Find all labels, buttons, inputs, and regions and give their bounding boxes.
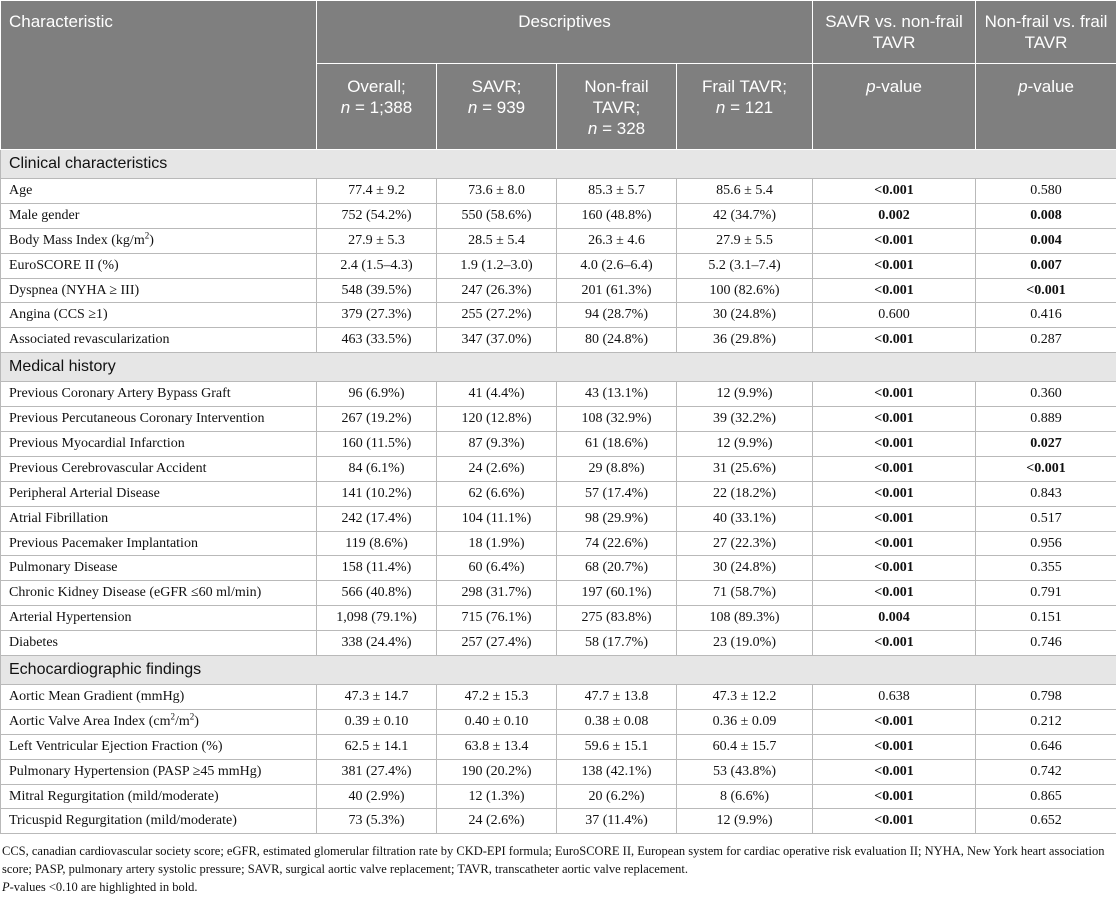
row-label-label: Associated revascularization [9, 332, 170, 348]
cell-nonfrail: 47.7 ± 13.8 [557, 685, 677, 710]
row-label-label: Previous Cerebrovascular Accident [9, 460, 207, 476]
row-label [1, 432, 317, 457]
row-label-label: Aortic Valve Area Index (cm [9, 713, 171, 729]
cell-frail: 53 (43.8%) [677, 759, 813, 784]
cell-overall: 96 (6.9%) [317, 382, 437, 407]
header-nonfrail [557, 64, 677, 150]
header-savr [437, 64, 557, 150]
row-label-label: Previous Percutaneous Coronary Intervention [9, 411, 265, 427]
cell-p2: 0.791 [976, 581, 1116, 606]
header-frail-label: Frail TAVR; [702, 77, 788, 96]
row-label [1, 556, 317, 581]
cell-frail: 8 (6.6%) [677, 784, 813, 809]
header-pvalue-2-rest: -value [1027, 77, 1074, 96]
cell-p1: <0.001 [813, 581, 976, 606]
cell-p2: 0.287 [976, 328, 1116, 353]
row-label-label: Peripheral Arterial Disease [9, 485, 160, 501]
table-row [1, 328, 1116, 353]
cell-p1: <0.001 [813, 734, 976, 759]
row-label-sup2: 2 [189, 711, 195, 722]
footnote-abbreviations: CCS, canadian cardiovascular society score; eGFR, estimated glomerular filtration rate by CKD-EPI formula; EuroSCORE II, European system for cardiac operative risk evaluation II; NYHA, New York heart association score; PASP, pulmonary artery systolic pressure; SAVR, surgical aortic valve replacement; TAVR, transcatheter aortic valve replacement. [2, 844, 1105, 877]
cell-overall: 47.3 ± 14.7 [317, 685, 437, 710]
cell-nonfrail: 59.6 ± 15.1 [557, 734, 677, 759]
cell-p2: 0.865 [976, 784, 1116, 809]
header-overall-value: = 1;388 [350, 98, 413, 117]
row-label-label: Pulmonary Hypertension (PASP ≥45 mmHg) [9, 763, 262, 779]
header-pvalue-2 [976, 64, 1116, 150]
row-label-sup: 2 [144, 230, 150, 241]
section-title: Echocardiographic findings [1, 656, 1116, 685]
row-label-label: Age [9, 182, 33, 198]
table-row [1, 581, 1116, 606]
cell-frail: 30 (24.8%) [677, 556, 813, 581]
row-label [1, 759, 317, 784]
cell-nonfrail: 57 (17.4%) [557, 481, 677, 506]
footnote-pvalues-rest: -values <0.10 are highlighted in bold. [9, 880, 198, 895]
cell-overall: 160 (11.5%) [317, 432, 437, 457]
cell-nonfrail: 58 (17.7%) [557, 631, 677, 656]
row-label [1, 228, 317, 253]
cell-savr: 0.40 ± 0.10 [437, 709, 557, 734]
cell-nonfrail: 29 (8.8%) [557, 456, 677, 481]
row-label [1, 456, 317, 481]
table-row [1, 734, 1116, 759]
cell-frail: 40 (33.1%) [677, 506, 813, 531]
cell-p1: 0.004 [813, 606, 976, 631]
row-label [1, 734, 317, 759]
cell-p1: 0.638 [813, 685, 976, 710]
header-savr-value: = 939 [477, 98, 526, 117]
cell-p2: 0.746 [976, 631, 1116, 656]
header-overall [317, 64, 437, 150]
cell-overall: 40 (2.9%) [317, 784, 437, 809]
row-label-label-tail: ) [149, 232, 154, 248]
cell-nonfrail: 80 (24.8%) [557, 328, 677, 353]
cell-p1: <0.001 [813, 456, 976, 481]
cell-savr: 73.6 ± 8.0 [437, 179, 557, 204]
row-label-label: Left Ventricular Ejection Fraction (%) [9, 738, 223, 754]
cell-p2: 0.646 [976, 734, 1116, 759]
cell-overall: 27.9 ± 5.3 [317, 228, 437, 253]
row-label-label: Aortic Mean Gradient (mmHg) [9, 688, 185, 704]
cell-frail: 85.6 ± 5.4 [677, 179, 813, 204]
cell-p2: 0.843 [976, 481, 1116, 506]
row-label-label: Male gender [9, 207, 80, 223]
header-overall-n: n [340, 98, 351, 117]
table-row [1, 179, 1116, 204]
cell-savr: 18 (1.9%) [437, 531, 557, 556]
cell-nonfrail: 26.3 ± 4.6 [557, 228, 677, 253]
cell-overall: 1,098 (79.1%) [317, 606, 437, 631]
cell-frail: 30 (24.8%) [677, 303, 813, 328]
cell-overall: 84 (6.1%) [317, 456, 437, 481]
cell-overall: 242 (17.4%) [317, 506, 437, 531]
row-label-label: Tricuspid Regurgitation (mild/moderate) [9, 813, 237, 829]
cell-p2: 0.889 [976, 407, 1116, 432]
cell-frail: 31 (25.6%) [677, 456, 813, 481]
cell-p2: 0.416 [976, 303, 1116, 328]
cell-p2: 0.652 [976, 809, 1116, 834]
header-savr-label: SAVR; [471, 77, 522, 96]
table-row [1, 407, 1116, 432]
cell-nonfrail: 94 (28.7%) [557, 303, 677, 328]
header-nonfrail-value: = 328 [597, 119, 646, 138]
cell-frail: 47.3 ± 12.2 [677, 685, 813, 710]
header-overall-label: Overall; [347, 77, 406, 96]
row-label [1, 328, 317, 353]
cell-savr: 255 (27.2%) [437, 303, 557, 328]
cell-frail: 27.9 ± 5.5 [677, 228, 813, 253]
cell-nonfrail: 68 (20.7%) [557, 556, 677, 581]
cell-p1: 0.002 [813, 203, 976, 228]
cell-savr: 87 (9.3%) [437, 432, 557, 457]
cell-overall: 379 (27.3%) [317, 303, 437, 328]
cell-savr: 41 (4.4%) [437, 382, 557, 407]
cell-savr: 298 (31.7%) [437, 581, 557, 606]
cell-p1: <0.001 [813, 407, 976, 432]
header-frail [677, 64, 813, 150]
cell-nonfrail: 20 (6.2%) [557, 784, 677, 809]
header-frail-n: n [715, 98, 726, 117]
section-row [1, 353, 1116, 382]
row-label [1, 809, 317, 834]
cell-nonfrail: 201 (61.3%) [557, 278, 677, 303]
row-label-label: Chronic Kidney Disease (eGFR ≤60 ml/min) [9, 585, 262, 601]
row-label [1, 382, 317, 407]
cell-nonfrail: 98 (29.9%) [557, 506, 677, 531]
header-pvalue-1 [813, 64, 976, 150]
cell-nonfrail: 138 (42.1%) [557, 759, 677, 784]
cell-overall: 2.4 (1.5–4.3) [317, 253, 437, 278]
cell-p1: 0.600 [813, 303, 976, 328]
header-pvalue-1-p: p [866, 77, 876, 96]
cell-p1: <0.001 [813, 228, 976, 253]
row-label [1, 303, 317, 328]
cell-frail: 71 (58.7%) [677, 581, 813, 606]
cell-overall: 338 (24.4%) [317, 631, 437, 656]
header-pvalue-1-rest: -value [875, 77, 922, 96]
cell-overall: 267 (19.2%) [317, 407, 437, 432]
table-row [1, 631, 1116, 656]
row-label [1, 784, 317, 809]
table-row [1, 759, 1116, 784]
row-label-label: Body Mass Index (kg/m [9, 232, 145, 248]
header-pvalue-2-p: p [1018, 77, 1028, 96]
cell-p2: 0.956 [976, 531, 1116, 556]
cell-overall: 73 (5.3%) [317, 809, 437, 834]
section-title: Medical history [1, 353, 1116, 382]
cell-p2: 0.212 [976, 709, 1116, 734]
header-characteristic: Characteristic [1, 1, 317, 150]
cell-nonfrail: 4.0 (2.6–6.4) [557, 253, 677, 278]
row-label-label: Diabetes [9, 635, 58, 651]
cell-p2: 0.798 [976, 685, 1116, 710]
header-savr-vs-nonfrail: SAVR vs. non-frail TAVR [813, 1, 976, 64]
cell-savr: 24 (2.6%) [437, 456, 557, 481]
header-nonfrail-label-2: TAVR; [592, 98, 641, 117]
cell-overall: 463 (33.5%) [317, 328, 437, 353]
cell-nonfrail: 197 (60.1%) [557, 581, 677, 606]
cell-frail: 27 (22.3%) [677, 531, 813, 556]
row-label [1, 531, 317, 556]
cell-p2: 0.742 [976, 759, 1116, 784]
cell-frail: 108 (89.3%) [677, 606, 813, 631]
cell-p2: 0.360 [976, 382, 1116, 407]
section-row [1, 150, 1116, 179]
cell-overall: 0.39 ± 0.10 [317, 709, 437, 734]
table-row [1, 228, 1116, 253]
table-row [1, 382, 1116, 407]
table-row [1, 253, 1116, 278]
cell-p1: <0.001 [813, 432, 976, 457]
table-row [1, 685, 1116, 710]
cell-savr: 63.8 ± 13.4 [437, 734, 557, 759]
row-label [1, 685, 317, 710]
cell-savr: 62 (6.6%) [437, 481, 557, 506]
cell-p1: <0.001 [813, 556, 976, 581]
cell-overall: 158 (11.4%) [317, 556, 437, 581]
row-label-label: Arterial Hypertension [9, 610, 132, 626]
cell-p1: <0.001 [813, 809, 976, 834]
cell-nonfrail: 275 (83.8%) [557, 606, 677, 631]
cell-overall: 141 (10.2%) [317, 481, 437, 506]
cell-p2: 0.151 [976, 606, 1116, 631]
header-nonfrail-label-1: Non-frail [584, 77, 649, 96]
cell-overall: 381 (27.4%) [317, 759, 437, 784]
table-row [1, 456, 1116, 481]
cell-p2: 0.580 [976, 179, 1116, 204]
row-label [1, 606, 317, 631]
row-label-label: Pulmonary Disease [9, 560, 118, 576]
row-label [1, 481, 317, 506]
cell-frail: 39 (32.2%) [677, 407, 813, 432]
cell-p2: <0.001 [976, 278, 1116, 303]
section-title: Clinical characteristics [1, 150, 1116, 179]
cell-savr: 257 (27.4%) [437, 631, 557, 656]
row-label [1, 203, 317, 228]
cell-overall: 62.5 ± 14.1 [317, 734, 437, 759]
row-label [1, 631, 317, 656]
cell-p2: 0.008 [976, 203, 1116, 228]
row-label [1, 581, 317, 606]
cell-nonfrail: 43 (13.1%) [557, 382, 677, 407]
footnote-pvalues [2, 878, 1110, 896]
table-row [1, 278, 1116, 303]
cell-overall: 566 (40.8%) [317, 581, 437, 606]
cell-overall: 548 (39.5%) [317, 278, 437, 303]
row-label-label: Previous Pacemaker Implantation [9, 535, 198, 551]
cell-p1: <0.001 [813, 328, 976, 353]
cell-frail: 12 (9.9%) [677, 809, 813, 834]
row-label-label: Previous Myocardial Infarction [9, 435, 185, 451]
cell-p1: <0.001 [813, 253, 976, 278]
cell-frail: 100 (82.6%) [677, 278, 813, 303]
header-nonfrail-n: n [587, 119, 598, 138]
table-row [1, 809, 1116, 834]
cell-frail: 60.4 ± 15.7 [677, 734, 813, 759]
header-frail-value: = 121 [725, 98, 774, 117]
table-row [1, 481, 1116, 506]
cell-savr: 60 (6.4%) [437, 556, 557, 581]
cell-savr: 104 (11.1%) [437, 506, 557, 531]
cell-nonfrail: 61 (18.6%) [557, 432, 677, 457]
cell-nonfrail: 74 (22.6%) [557, 531, 677, 556]
cell-p1: <0.001 [813, 709, 976, 734]
row-label-label: Mitral Regurgitation (mild/moderate) [9, 788, 219, 804]
row-label [1, 253, 317, 278]
cell-frail: 0.36 ± 0.09 [677, 709, 813, 734]
row-label-sup: 2 [170, 711, 175, 722]
table-row [1, 203, 1116, 228]
cell-savr: 1.9 (1.2–3.0) [437, 253, 557, 278]
cell-frail: 42 (34.7%) [677, 203, 813, 228]
cell-savr: 120 (12.8%) [437, 407, 557, 432]
cell-savr: 47.2 ± 15.3 [437, 685, 557, 710]
header-descriptives: Descriptives [317, 1, 813, 64]
cell-savr: 24 (2.6%) [437, 809, 557, 834]
table-row [1, 606, 1116, 631]
table-row [1, 556, 1116, 581]
cell-p1: <0.001 [813, 481, 976, 506]
row-label [1, 709, 317, 734]
cell-overall: 77.4 ± 9.2 [317, 179, 437, 204]
cell-savr: 190 (20.2%) [437, 759, 557, 784]
row-label-label-tail: ) [194, 713, 199, 729]
table-row [1, 531, 1116, 556]
section-row [1, 656, 1116, 685]
row-label [1, 179, 317, 204]
table-row [1, 506, 1116, 531]
table-row [1, 303, 1116, 328]
cell-p1: <0.001 [813, 278, 976, 303]
cell-p1: <0.001 [813, 506, 976, 531]
cell-savr: 347 (37.0%) [437, 328, 557, 353]
cell-p1: <0.001 [813, 382, 976, 407]
cell-p2: 0.007 [976, 253, 1116, 278]
cell-p2: 0.004 [976, 228, 1116, 253]
cell-frail: 12 (9.9%) [677, 432, 813, 457]
header-savr-n: n [467, 98, 478, 117]
cell-overall: 752 (54.2%) [317, 203, 437, 228]
row-label-label: Previous Coronary Artery Bypass Graft [9, 386, 231, 402]
row-label [1, 506, 317, 531]
cell-p1: <0.001 [813, 179, 976, 204]
cell-savr: 715 (76.1%) [437, 606, 557, 631]
cell-frail: 22 (18.2%) [677, 481, 813, 506]
cell-p2: <0.001 [976, 456, 1116, 481]
cell-p2: 0.355 [976, 556, 1116, 581]
header-nonfrail-vs-frail: Non-frail vs. frail TAVR [976, 1, 1116, 64]
table-row [1, 432, 1116, 457]
cell-p1: <0.001 [813, 759, 976, 784]
row-label [1, 407, 317, 432]
cell-p1: <0.001 [813, 531, 976, 556]
row-label-label: Atrial Fibrillation [9, 510, 109, 526]
table-body [1, 150, 1116, 834]
cell-savr: 28.5 ± 5.4 [437, 228, 557, 253]
row-label-label: Dyspnea (NYHA ≥ III) [9, 282, 140, 298]
table-row [1, 709, 1116, 734]
cell-p2: 0.027 [976, 432, 1116, 457]
cell-nonfrail: 37 (11.4%) [557, 809, 677, 834]
cell-nonfrail: 0.38 ± 0.08 [557, 709, 677, 734]
cell-p1: <0.001 [813, 631, 976, 656]
cell-nonfrail: 85.3 ± 5.7 [557, 179, 677, 204]
row-label [1, 278, 317, 303]
row-label-label: EuroSCORE II (%) [9, 257, 119, 273]
cell-savr: 550 (58.6%) [437, 203, 557, 228]
cell-overall: 119 (8.6%) [317, 531, 437, 556]
cell-frail: 12 (9.9%) [677, 382, 813, 407]
table-footnotes [0, 834, 1112, 896]
cell-p1: <0.001 [813, 784, 976, 809]
footnote-pvalues-p: P [2, 880, 10, 895]
cell-frail: 5.2 (3.1–7.4) [677, 253, 813, 278]
cell-savr: 247 (26.3%) [437, 278, 557, 303]
cell-frail: 36 (29.8%) [677, 328, 813, 353]
cell-nonfrail: 160 (48.8%) [557, 203, 677, 228]
row-label-label: Angina (CCS ≥1) [9, 307, 108, 323]
cell-frail: 23 (19.0%) [677, 631, 813, 656]
row-label-label-mid: /m [174, 713, 190, 729]
cell-savr: 12 (1.3%) [437, 784, 557, 809]
cell-p2: 0.517 [976, 506, 1116, 531]
table-row [1, 784, 1116, 809]
cell-nonfrail: 108 (32.9%) [557, 407, 677, 432]
